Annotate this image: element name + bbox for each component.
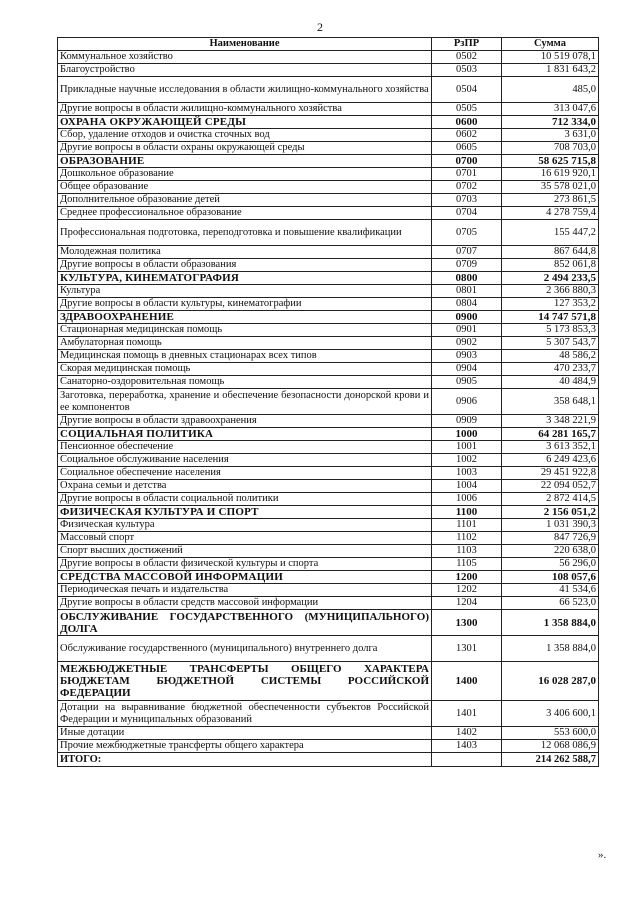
table-row (58, 324, 599, 337)
table-row (58, 584, 599, 597)
total-sum: 214 262 588,7 (502, 753, 599, 767)
table-row (58, 129, 599, 142)
table-row (58, 142, 599, 155)
cell-name: Другие вопросы в области охраны окружающей среды (58, 142, 432, 155)
cell-code: 0902 (432, 337, 502, 350)
section-row (58, 662, 599, 701)
table-row (58, 77, 599, 103)
cell-sum: 35 578 021,0 (502, 181, 599, 194)
cell-sum: 867 644,8 (502, 246, 599, 259)
cell-sum: 1 831 643,2 (502, 64, 599, 77)
cell-code: 1006 (432, 493, 502, 506)
table-row (58, 51, 599, 64)
cell-name: Социальное обслуживание населения (58, 454, 432, 467)
page-number: 2 (317, 20, 323, 34)
cell-sum: 3 406 600,1 (502, 701, 599, 727)
cell-name: Прочие межбюджетные трансферты общего характера (58, 740, 432, 753)
cell-sum: 108 057,6 (502, 571, 599, 584)
cell-name: Социальное обеспечение населения (58, 467, 432, 480)
cell-sum: 1 031 390,3 (502, 519, 599, 532)
cell-name: Иные дотации (58, 727, 432, 740)
table-row (58, 389, 599, 415)
table-body (58, 51, 599, 753)
cell-code: 1403 (432, 740, 502, 753)
cell-sum: 2 156 051,2 (502, 506, 599, 519)
cell-code: 1401 (432, 701, 502, 727)
table-row (58, 350, 599, 363)
cell-sum: 64 281 165,7 (502, 428, 599, 441)
cell-code: 0605 (432, 142, 502, 155)
cell-code: 1004 (432, 480, 502, 493)
cell-code: 0602 (432, 129, 502, 142)
cell-sum: 6 249 423,6 (502, 454, 599, 467)
cell-code: 1300 (432, 610, 502, 636)
cell-name: Другие вопросы в области здравоохранения (58, 415, 432, 428)
cell-name: Общее образование (58, 181, 432, 194)
table-row (58, 467, 599, 480)
cell-name: Прикладные научные исследования в области жилищно-коммунального хозяйства (58, 77, 432, 103)
cell-name: Охрана семьи и детства (58, 480, 432, 493)
cell-sum: 16 028 287,0 (502, 662, 599, 701)
cell-name: Заготовка, переработка, хранение и обеспечение безопасности донорской крови и ее компонентов (58, 389, 432, 415)
cell-sum: 1 358 884,0 (502, 636, 599, 662)
cell-code: 0702 (432, 181, 502, 194)
cell-code: 1002 (432, 454, 502, 467)
cell-name: Дополнительное образование детей (58, 194, 432, 207)
cell-name: Дотации на выравнивание бюджетной обеспеченности субъектов Российской Федерации и муниципальных образований (58, 701, 432, 727)
table-row (58, 415, 599, 428)
cell-name: Медицинская помощь в дневных стационарах всех типов (58, 350, 432, 363)
cell-name: Коммунальное хозяйство (58, 51, 432, 64)
section-row (58, 610, 599, 636)
cell-code: 0900 (432, 311, 502, 324)
closing-quote: ». (598, 849, 607, 861)
cell-sum: 16 619 920,1 (502, 168, 599, 181)
header-name: Наименование (58, 38, 432, 51)
cell-code: 0709 (432, 259, 502, 272)
cell-sum: 273 861,5 (502, 194, 599, 207)
cell-code: 0801 (432, 285, 502, 298)
cell-code: 1202 (432, 584, 502, 597)
cell-code: 0707 (432, 246, 502, 259)
table-row (58, 493, 599, 506)
cell-name: Среднее профессиональное образование (58, 207, 432, 220)
table-row (58, 376, 599, 389)
table-row (58, 220, 599, 246)
cell-sum: 2 494 233,5 (502, 272, 599, 285)
cell-name: ЗДРАВООХРАНЕНИЕ (58, 311, 432, 324)
cell-name: Другие вопросы в области социальной политики (58, 493, 432, 506)
section-row (58, 571, 599, 584)
cell-sum: 2 366 880,3 (502, 285, 599, 298)
cell-code: 0804 (432, 298, 502, 311)
cell-code: 1400 (432, 662, 502, 701)
cell-sum: 712 334,0 (502, 116, 599, 129)
section-row (58, 155, 599, 168)
cell-sum: 852 061,8 (502, 259, 599, 272)
cell-code: 0502 (432, 51, 502, 64)
budget-table (57, 37, 599, 767)
cell-sum: 22 094 052,7 (502, 480, 599, 493)
cell-name: Сбор, удаление отходов и очистка сточных вод (58, 129, 432, 142)
cell-code: 0705 (432, 220, 502, 246)
cell-code: 0703 (432, 194, 502, 207)
cell-sum: 66 523,0 (502, 597, 599, 610)
table-row (58, 298, 599, 311)
cell-name: Стационарная медицинская помощь (58, 324, 432, 337)
table-row (58, 597, 599, 610)
cell-sum: 56 296,0 (502, 558, 599, 571)
table-row (58, 207, 599, 220)
table-row (58, 441, 599, 454)
cell-sum: 12 068 086,9 (502, 740, 599, 753)
cell-name: Благоустройство (58, 64, 432, 77)
cell-sum: 5 173 853,3 (502, 324, 599, 337)
cell-sum: 41 534,6 (502, 584, 599, 597)
cell-sum: 48 586,2 (502, 350, 599, 363)
cell-code: 0700 (432, 155, 502, 168)
cell-code: 0503 (432, 64, 502, 77)
section-row (58, 311, 599, 324)
cell-sum: 40 484,9 (502, 376, 599, 389)
cell-sum: 58 625 715,8 (502, 155, 599, 168)
section-row (58, 272, 599, 285)
cell-code: 0701 (432, 168, 502, 181)
cell-sum: 155 447,2 (502, 220, 599, 246)
header-code: РзПР (432, 38, 502, 51)
cell-name: СРЕДСТВА МАССОВОЙ ИНФОРМАЦИИ (58, 571, 432, 584)
cell-code: 1100 (432, 506, 502, 519)
table-row (58, 246, 599, 259)
cell-name: Другие вопросы в области культуры, кинематографии (58, 298, 432, 311)
cell-code: 1301 (432, 636, 502, 662)
cell-sum: 553 600,0 (502, 727, 599, 740)
cell-name: Другие вопросы в области средств массовой информации (58, 597, 432, 610)
cell-code: 0904 (432, 363, 502, 376)
cell-sum: 2 872 414,5 (502, 493, 599, 506)
cell-sum: 313 047,6 (502, 103, 599, 116)
cell-name: ОБСЛУЖИВАНИЕ ГОСУДАРСТВЕННОГО (МУНИЦИПАЛЬНОГО) ДОЛГА (58, 610, 432, 636)
cell-name: Физическая культура (58, 519, 432, 532)
table-row (58, 103, 599, 116)
cell-name: Культура (58, 285, 432, 298)
table-row (58, 168, 599, 181)
cell-code: 0600 (432, 116, 502, 129)
table-row (58, 454, 599, 467)
cell-code: 1001 (432, 441, 502, 454)
cell-sum: 3 631,0 (502, 129, 599, 142)
total-row (58, 753, 599, 767)
cell-name: Дошкольное образование (58, 168, 432, 181)
cell-sum: 3 613 352,1 (502, 441, 599, 454)
cell-name: Массовый спорт (58, 532, 432, 545)
cell-code: 1200 (432, 571, 502, 584)
cell-name: Молодежная политика (58, 246, 432, 259)
cell-name: Другие вопросы в области образования (58, 259, 432, 272)
table-row (58, 194, 599, 207)
table-row (58, 636, 599, 662)
cell-code: 0906 (432, 389, 502, 415)
table-row (58, 363, 599, 376)
cell-code: 0505 (432, 103, 502, 116)
cell-sum: 1 358 884,0 (502, 610, 599, 636)
cell-code: 1402 (432, 727, 502, 740)
table-row (58, 480, 599, 493)
cell-sum: 3 348 221,9 (502, 415, 599, 428)
cell-sum: 220 638,0 (502, 545, 599, 558)
cell-code: 0909 (432, 415, 502, 428)
cell-code: 1000 (432, 428, 502, 441)
cell-name: Скорая медицинская помощь (58, 363, 432, 376)
cell-name: Профессиональная подготовка, переподготовка и повышение квалификации (58, 220, 432, 246)
cell-name: ОБРАЗОВАНИЕ (58, 155, 432, 168)
cell-name: Амбулаторная помощь (58, 337, 432, 350)
table-row (58, 545, 599, 558)
cell-sum: 470 233,7 (502, 363, 599, 376)
table-row (58, 727, 599, 740)
cell-sum: 358 648,1 (502, 389, 599, 415)
cell-code: 1003 (432, 467, 502, 480)
cell-name: Другие вопросы в области жилищно-коммунального хозяйства (58, 103, 432, 116)
cell-name: Другие вопросы в области физической культуры и спорта (58, 558, 432, 571)
table-row (58, 64, 599, 77)
cell-code: 0903 (432, 350, 502, 363)
table-row (58, 740, 599, 753)
cell-name: МЕЖБЮДЖЕТНЫЕ ТРАНСФЕРТЫ ОБЩЕГО ХАРАКТЕРА БЮДЖЕТАМ БЮДЖЕТНОЙ СИСТЕМЫ РОССИЙСКОЙ ФЕДЕРАЦИИ (58, 662, 432, 701)
cell-sum: 485,0 (502, 77, 599, 103)
cell-name: ФИЗИЧЕСКАЯ КУЛЬТУРА И СПОРТ (58, 506, 432, 519)
cell-code: 0504 (432, 77, 502, 103)
table-row (58, 259, 599, 272)
cell-name: ОХРАНА ОКРУЖАЮЩЕЙ СРЕДЫ (58, 116, 432, 129)
cell-name: Санаторно-оздоровительная помощь (58, 376, 432, 389)
cell-sum: 4 278 759,4 (502, 207, 599, 220)
cell-code: 0800 (432, 272, 502, 285)
cell-code: 1105 (432, 558, 502, 571)
cell-code: 0901 (432, 324, 502, 337)
table-row (58, 558, 599, 571)
cell-name: СОЦИАЛЬНАЯ ПОЛИТИКА (58, 428, 432, 441)
total-code (432, 753, 502, 767)
header-sum: Сумма (502, 38, 599, 51)
cell-sum: 5 307 543,7 (502, 337, 599, 350)
cell-sum: 847 726,9 (502, 532, 599, 545)
section-row (58, 116, 599, 129)
cell-sum: 708 703,0 (502, 142, 599, 155)
section-row (58, 506, 599, 519)
total-label: ИТОГО: (58, 753, 432, 767)
table-row (58, 519, 599, 532)
cell-code: 1103 (432, 545, 502, 558)
cell-name: Пенсионное обеспечение (58, 441, 432, 454)
cell-name: КУЛЬТУРА, КИНЕМАТОГРАФИЯ (58, 272, 432, 285)
section-row (58, 428, 599, 441)
table-row (58, 532, 599, 545)
table-row (58, 181, 599, 194)
table-row (58, 337, 599, 350)
cell-name: Периодическая печать и издательства (58, 584, 432, 597)
table-header-row (58, 38, 599, 51)
table-row (58, 285, 599, 298)
cell-code: 0704 (432, 207, 502, 220)
cell-code: 0905 (432, 376, 502, 389)
table-row (58, 701, 599, 727)
cell-code: 1101 (432, 519, 502, 532)
cell-name: Обслуживание государственного (муниципального) внутреннего долга (58, 636, 432, 662)
cell-sum: 10 519 078,1 (502, 51, 599, 64)
cell-name: Спорт высших достижений (58, 545, 432, 558)
cell-sum: 29 451 922,8 (502, 467, 599, 480)
cell-sum: 127 353,2 (502, 298, 599, 311)
cell-sum: 14 747 571,8 (502, 311, 599, 324)
cell-code: 1102 (432, 532, 502, 545)
cell-code: 1204 (432, 597, 502, 610)
